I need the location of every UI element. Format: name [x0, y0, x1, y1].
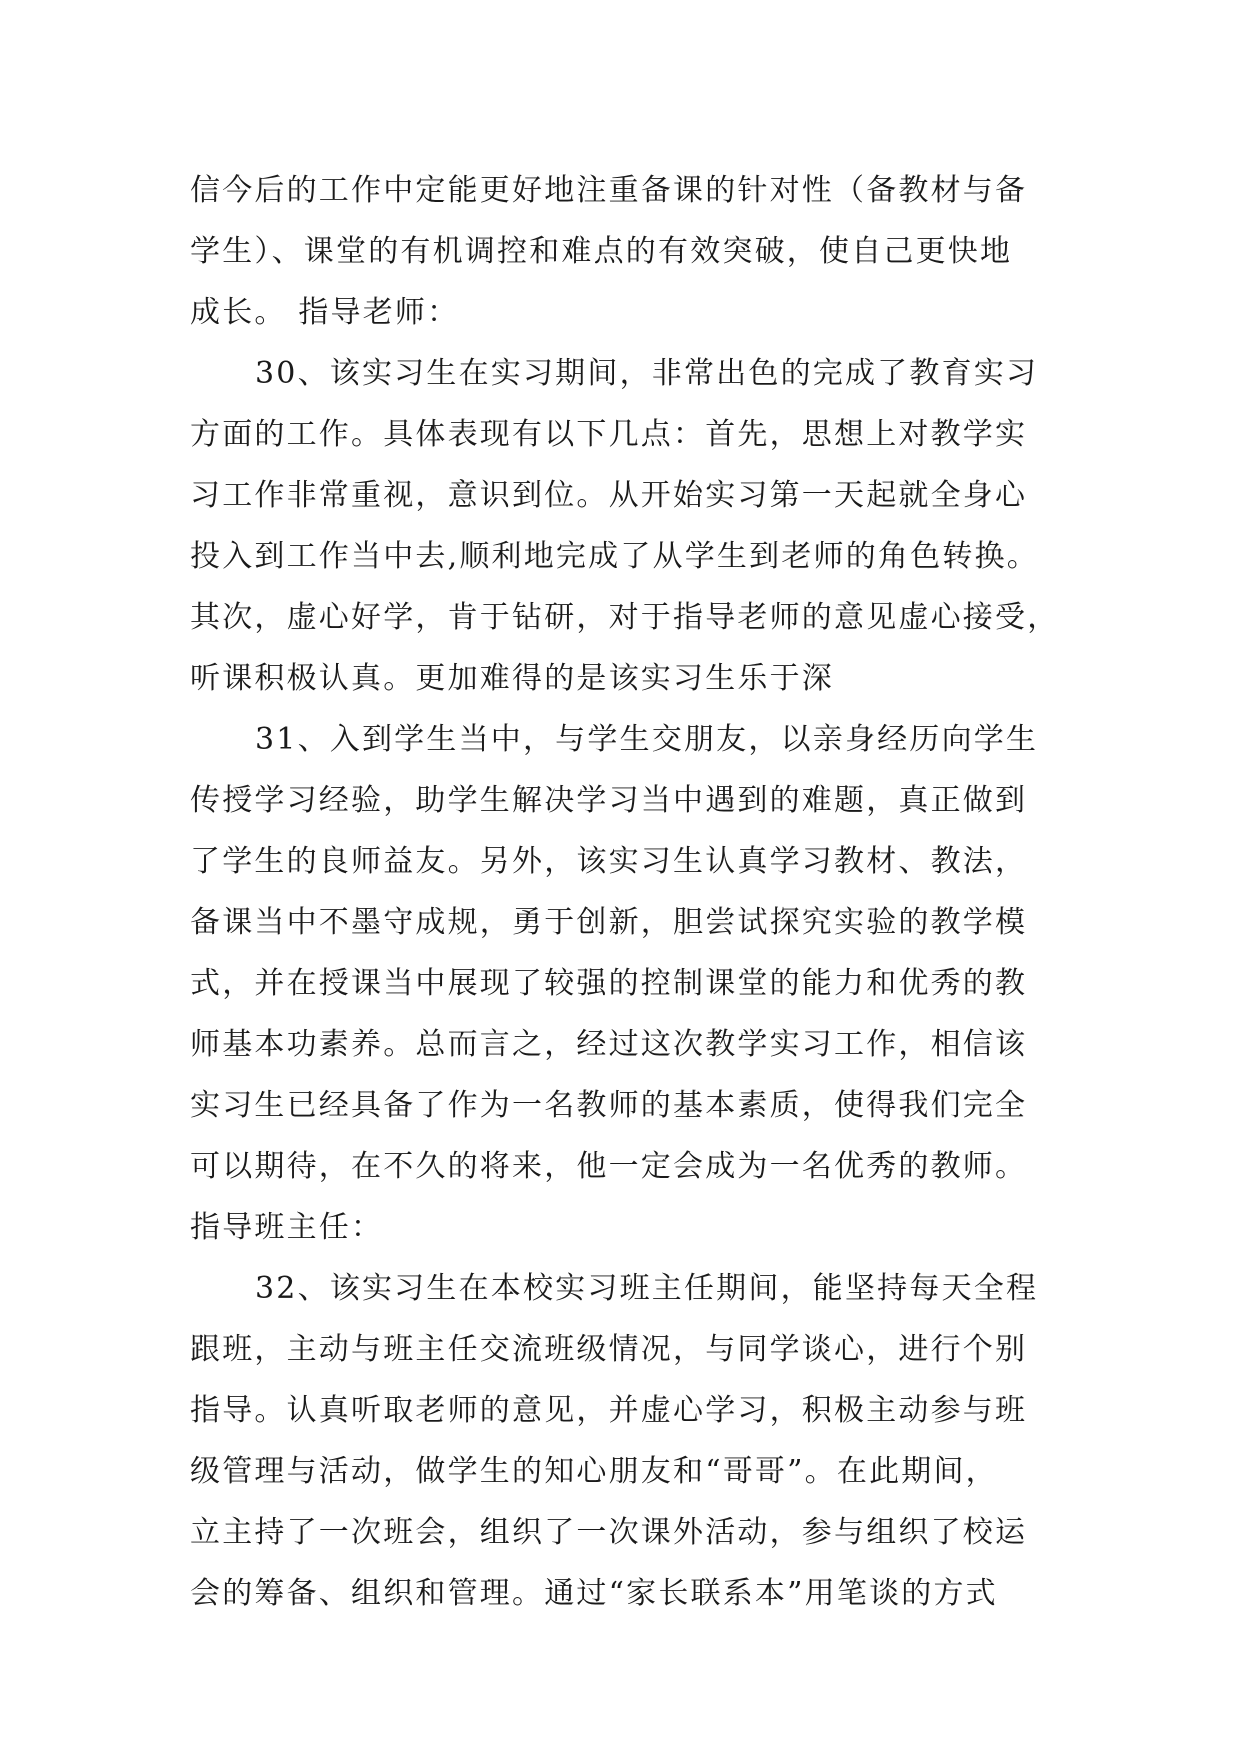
- paragraph-32-first-line: 32、该实习生在本校实习班主任期间，能坚持每天全程: [255, 1271, 1039, 1306]
- body-text: [190, 160, 1070, 1624]
- text-line: 传授学习经验，助学生解决学习当中遇到的难题，真正做到: [190, 783, 1028, 818]
- text-line: 信今后的工作中定能更好地注重备课的针对性（备教材与备: [190, 173, 1028, 208]
- text-line: 其次，虚心好学，肯于钻研，对于指导老师的意见虚心接受，: [190, 600, 1060, 635]
- paragraph-31-first-line: 31、入到学生当中，与学生交朋友，以亲身经历向学生: [255, 722, 1039, 757]
- text-line: 了学生的良师益友。另外，该实习生认真学习教材、教法，: [190, 844, 1028, 879]
- text-line: 跟班，主动与班主任交流班级情况，与同学谈心，进行个别: [190, 1332, 1028, 1367]
- text-line: 会的筹备、组织和管理。通过“家长联系本”用笔谈的方式: [190, 1576, 998, 1611]
- text-line: 实习生已经具备了作为一名教师的基本素质，使得我们完全: [190, 1088, 1028, 1123]
- text-line: 听课积极认真。更加难得的是该实习生乐于深: [190, 661, 834, 696]
- text-line: 学生）、课堂的有机调控和难点的有效突破，使自己更快地: [190, 234, 1013, 269]
- text-line: 成长。 指导老师：: [190, 295, 460, 330]
- text-line: 可以期待，在不久的将来，他一定会成为一名优秀的教师。: [190, 1149, 1028, 1184]
- text-line: 师基本功素养。总而言之，经过这次教学实习工作，相信该: [190, 1027, 1028, 1062]
- paragraph-30-first-line: 30、该实习生在实习期间，非常出色的完成了教育实习: [255, 356, 1039, 391]
- text-line: 方面的工作。具体表现有以下几点：首先，思想上对教学实: [190, 417, 1028, 452]
- text-line: 立主持了一次班会，组织了一次课外活动，参与组织了校运: [190, 1515, 1028, 1550]
- text-line: 级管理与活动，做学生的知心朋友和“哥哥”。在此期间，: [190, 1454, 998, 1489]
- text-line: 投入到工作当中去,顺利地完成了从学生到老师的角色转换。: [190, 539, 1039, 574]
- text-line: 习工作非常重视，意识到位。从开始实习第一天起就全身心: [190, 478, 1028, 513]
- text-line: 指导。认真听取老师的意见，并虚心学习，积极主动参与班: [190, 1393, 1028, 1428]
- text-line: 备课当中不墨守成规，勇于创新，胆尝试探究实验的教学模: [190, 905, 1028, 940]
- text-line: 指导班主任：: [190, 1210, 384, 1245]
- text-line: 式，并在授课当中展现了较强的控制课堂的能力和优秀的教: [190, 966, 1028, 1001]
